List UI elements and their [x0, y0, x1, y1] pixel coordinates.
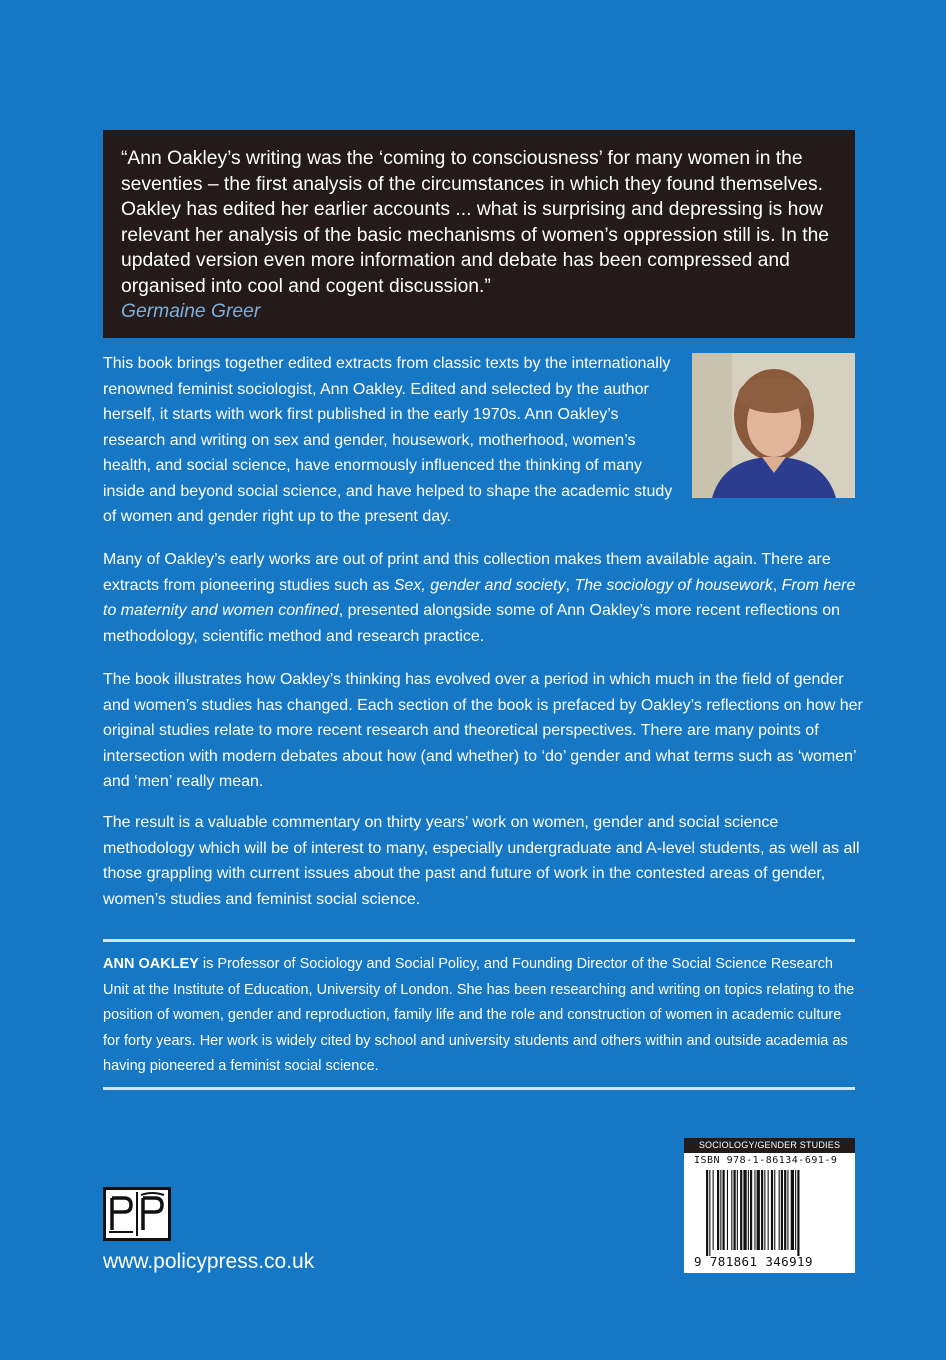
isbn-label: ISBN 978-1-86134-691-9	[694, 1155, 838, 1166]
barcode-bar	[737, 1170, 738, 1250]
policy-press-logo-icon	[106, 1190, 168, 1238]
barcode-bar	[723, 1170, 725, 1250]
barcode-bar	[720, 1170, 721, 1250]
description-paragraph-4: The result is a valuable commentary on thirty years’ work on women, gender and social science methodology which will be of interest to many, especially undergraduate and A-level students, as well as all those grappling with current issues about the past and future of work in the contested areas of gender, women’s studies and feminist social science.	[103, 814, 860, 908]
barcode-bar	[713, 1170, 714, 1250]
barcode-bar	[797, 1170, 799, 1256]
barcode-bar	[768, 1170, 769, 1250]
book-title-sociology-housework: The sociology of housework	[574, 576, 773, 594]
author-bio	[103, 952, 855, 1080]
subject-category: SOCIOLOGY/GENDER STUDIES	[684, 1138, 855, 1153]
barcode-bar	[779, 1170, 780, 1250]
author-bio-text: is Professor of Sociology and Social Policy, and Founding Director of the Social Science Research Unit at the Institute of Education, University of London. She has been researching and writing on topics relating to the position of women, gender and reproduction, family life and the role and construction of women in academic culture for forty years. Her work is widely cited by school and university students and others within and outside academia as having pioneered a feminist social science.	[103, 956, 855, 1074]
p2-separator-2: ,	[772, 576, 782, 594]
barcode-bar	[787, 1170, 788, 1250]
barcode-bar	[771, 1170, 773, 1250]
barcode-bar	[791, 1170, 794, 1250]
barcode-bars	[684, 1138, 855, 1273]
book-title-sex-gender-society: Sex, gender and society	[393, 576, 566, 594]
barcode-bar	[784, 1170, 786, 1250]
barcode-bar	[709, 1170, 710, 1256]
barcode-bar	[748, 1170, 749, 1250]
p2-text-end: , presented alongside some of Ann Oakley’s more recent reflections on methodology, scientific method and research practice.	[103, 602, 841, 645]
barcode-bar	[761, 1170, 763, 1250]
barcode-bar	[727, 1170, 728, 1250]
p2-separator-1: ,	[565, 576, 575, 594]
barcode-bar	[781, 1170, 783, 1250]
barcode-bar	[717, 1170, 719, 1250]
barcode-bar	[754, 1170, 755, 1250]
barcode	[684, 1138, 855, 1273]
barcode-bar	[706, 1170, 708, 1256]
barcode-bar	[750, 1170, 752, 1250]
quote-author: Germaine Greer	[121, 301, 261, 322]
quote-text: “Ann Oakley’s writing was the ‘coming to consciousness’ for many women in the seventies – the first analysis of the circumstances in which they found themselves. Oakley has edited her earlier accounts ... what is surprising and depressing is how relevant her analysis of the basic mechanisms of women’s oppression still is. In the updated version even more information and debate has been compressed and organised into cool and cogent discussion.”	[121, 148, 830, 297]
publisher-url[interactable]: www.policypress.co.uk	[103, 1250, 315, 1273]
p2-text-start: Many of Oakley’s early works are out of print and this collection makes them available again. There are extracts from pioneering studies such as	[103, 551, 831, 594]
description-paragraph-3: The book illustrates how Oakley’s thinking has evolved over a period in which much in the field of gender and women’s studies has changed. Each section of the book is prefaced by Oakley’s reflections on how her original studies relate to more recent research and theoretical perspectives. There are many points of intersection with modern debates about how (and whether) to ‘do’ gender and what terms such as ‘women’ and ‘men’ really mean.	[103, 671, 863, 790]
description-paragraph-1: This book brings together edited extracts from classic texts by the internationally renowned feminist sociologist, Ann Oakley. Edited and selected by the author herself, it starts with work first published in the early 1970s. Ann Oakley’s research and writing on sex and gender, housework, motherhood, women’s health, and social science, have enormously influenced the thinking of many inside and beyond social science, and have helped to shape the academic study of women and gender right up to the present day.	[103, 355, 673, 525]
barcode-bar	[743, 1170, 746, 1250]
barcode-bar	[795, 1170, 796, 1250]
barcode-bar	[734, 1170, 736, 1250]
barcode-bar	[757, 1170, 760, 1250]
author-portrait-image	[692, 353, 855, 498]
barcode-number: 9 781861 346919	[694, 1254, 813, 1269]
divider-bottom	[103, 1087, 855, 1090]
barcode-bar	[764, 1170, 765, 1250]
book-title-from-here-to-maternity: From here to maternity and women confined	[103, 576, 856, 619]
barcode-bar	[740, 1170, 742, 1250]
barcode-bar	[731, 1170, 732, 1250]
description-paragraph-2	[103, 547, 863, 649]
barcode-bar	[774, 1170, 775, 1250]
quote-box	[103, 130, 855, 338]
author-name: ANN OAKLEY	[103, 956, 199, 972]
author-photo	[692, 353, 855, 498]
divider-top	[103, 939, 855, 942]
publisher-logo	[103, 1187, 171, 1241]
